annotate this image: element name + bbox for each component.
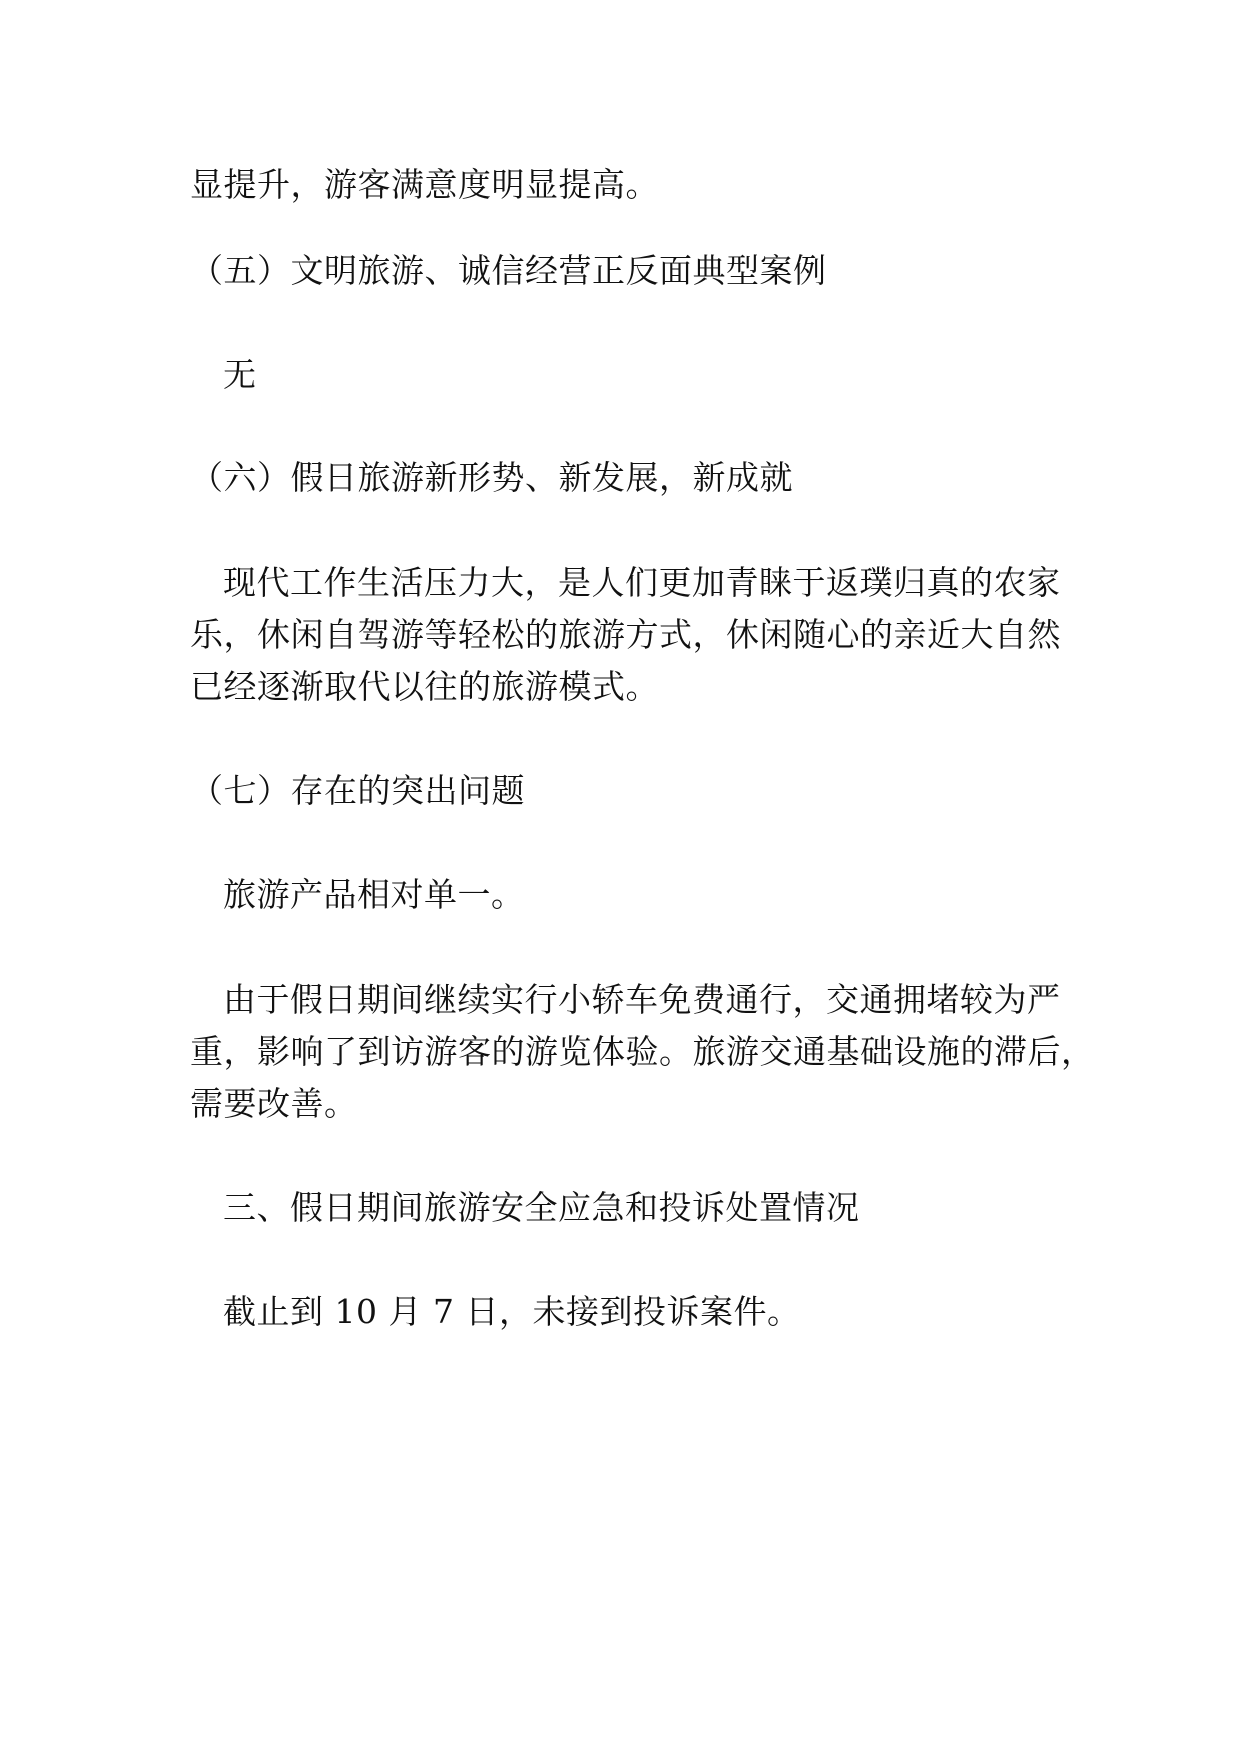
paragraph-line: 旅游产品相对单一。	[223, 875, 525, 914]
section-heading-three: 三、假日期间旅游安全应急和投诉处置情况	[223, 1188, 860, 1227]
section-heading-five: （五）文明旅游、诚信经营正反面典型案例	[190, 251, 827, 290]
paragraph-line: 现代工作生活压力大，是人们更加青睐于返璞归真的农家	[223, 563, 1061, 602]
paragraph-line: 乐，休闲自驾游等轻松的旅游方式，休闲随心的亲近大自然	[190, 615, 1061, 654]
section-heading-seven: （七）存在的突出问题	[190, 771, 525, 810]
paragraph-none: 无	[223, 355, 257, 394]
paragraph-continuation: 显提升，游客满意度明显提高。	[190, 165, 659, 204]
paragraph-line: 已经逐渐取代以往的旅游模式。	[190, 667, 659, 706]
section-heading-six: （六）假日旅游新形势、新发展，新成就	[190, 458, 793, 497]
paragraph-line: 重，影响了到访游客的游览体验。旅游交通基础设施的滞后，	[190, 1032, 1095, 1071]
paragraph-line: 需要改善。	[190, 1084, 358, 1123]
paragraph-line: 由于假日期间继续实行小轿车免费通行，交通拥堵较为严	[223, 980, 1061, 1019]
paragraph-line: 截止到 10 月 7 日，未接到投诉案件。	[223, 1292, 801, 1331]
